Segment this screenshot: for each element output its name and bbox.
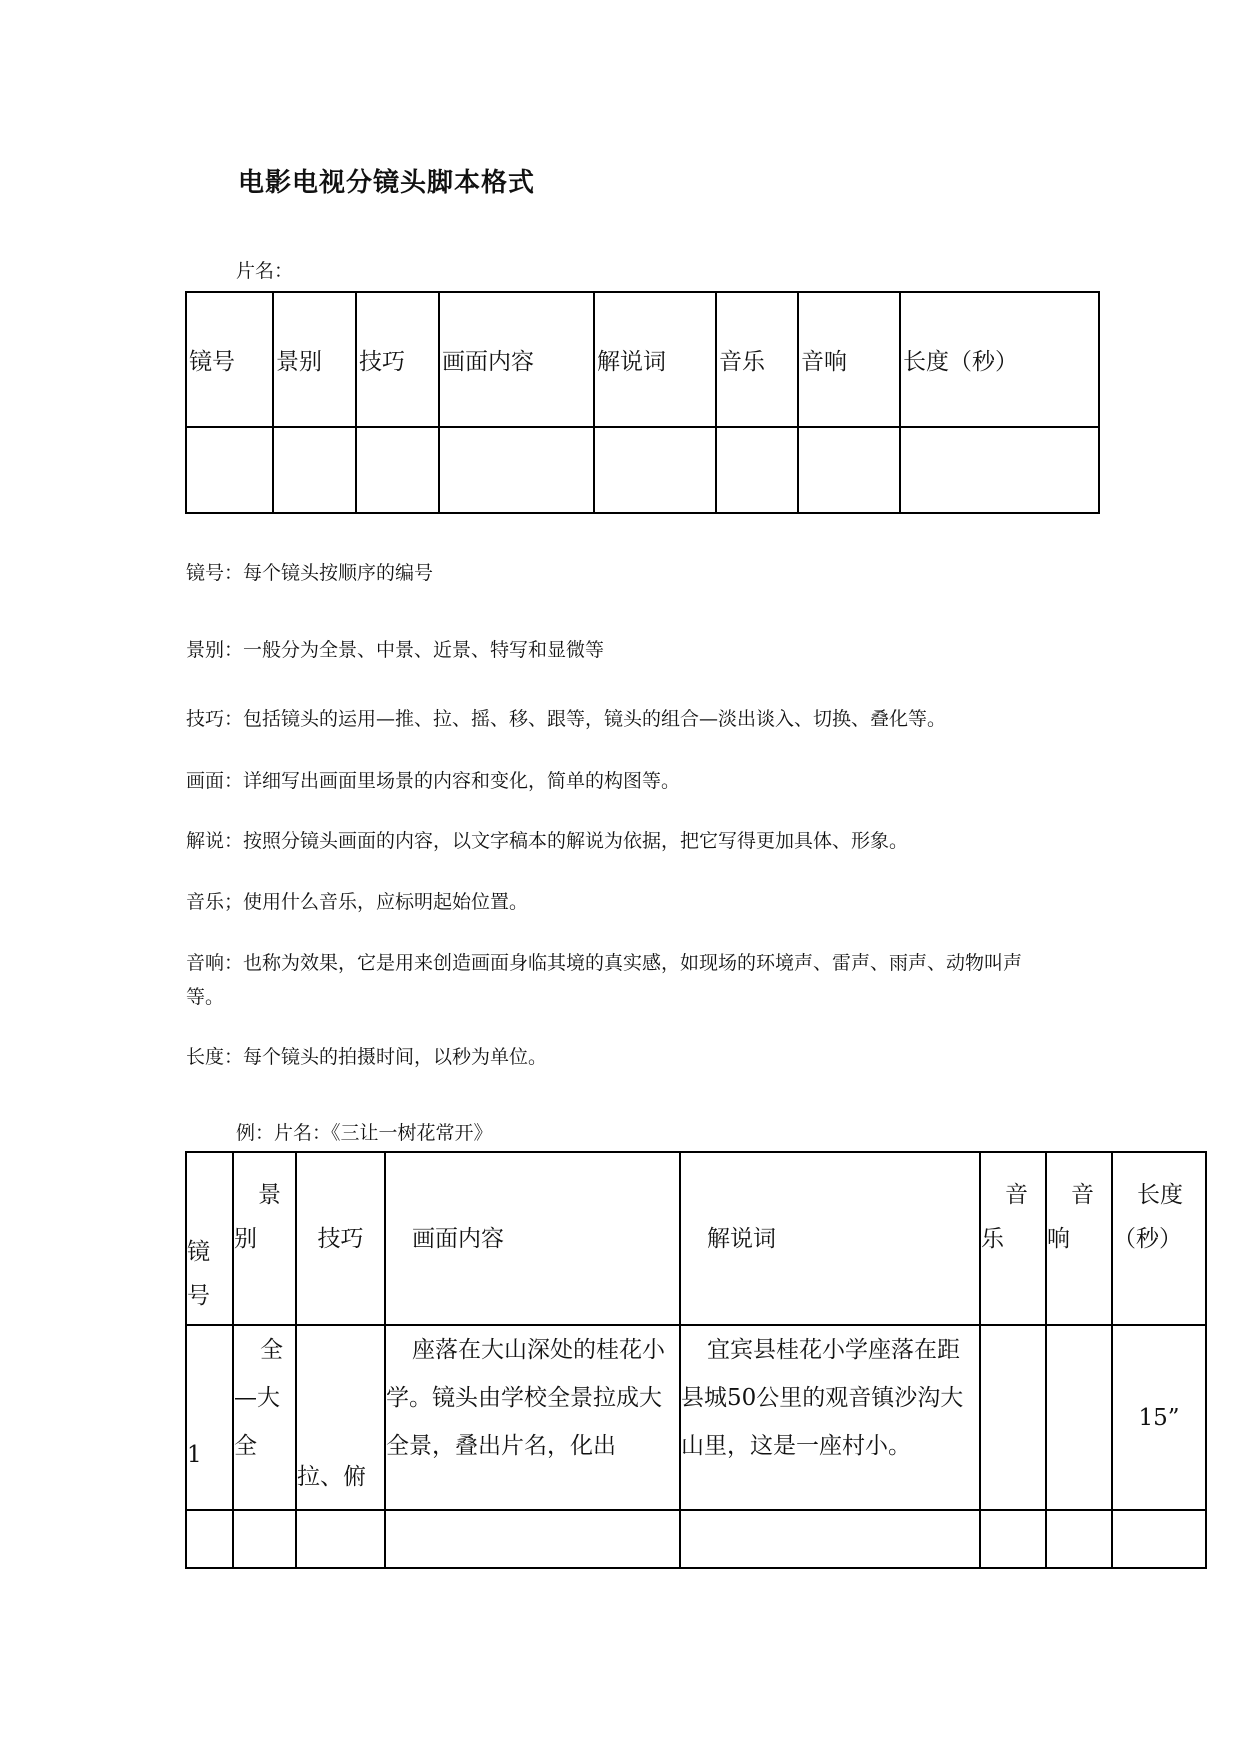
example-header-row bbox=[186, 1152, 1206, 1325]
ex-header-narration: 解说词 bbox=[680, 1152, 980, 1325]
desc-shot-size: 景别：一般分为全景、中景、近景、特写和显微等 bbox=[186, 639, 605, 661]
table-cell bbox=[296, 1510, 385, 1568]
table-cell bbox=[233, 1510, 296, 1568]
ex-cell-shot-size bbox=[233, 1325, 296, 1510]
header-shot-size: 景别 bbox=[273, 292, 356, 427]
example-row-1 bbox=[186, 1325, 1206, 1510]
ex-cell-narration-text: 宜宾县桂花小学座落在距县城50公里的观音镇沙沟大山里，这是一座村小。 bbox=[681, 1337, 964, 1459]
ex-cell-narration bbox=[680, 1325, 980, 1510]
ex-header-content: 画面内容 bbox=[385, 1152, 680, 1325]
header-sound: 音响 bbox=[798, 292, 900, 427]
desc-length: 长度：每个镜头的拍摄时间，以秒为单位。 bbox=[186, 1046, 548, 1068]
table-cell bbox=[594, 427, 716, 513]
ex-cell-content bbox=[385, 1325, 680, 1510]
ex-cell-shot-size-text: 全—大全 bbox=[234, 1337, 283, 1459]
header-music: 音乐 bbox=[716, 292, 798, 427]
table-cell bbox=[439, 427, 594, 513]
header-content: 画面内容 bbox=[439, 292, 594, 427]
ex-header-music bbox=[980, 1152, 1046, 1325]
example-film-label: 例：片名：《三让一树花常开》 bbox=[236, 1122, 493, 1144]
table-cell bbox=[716, 427, 798, 513]
template-header-row bbox=[186, 292, 1099, 427]
table-cell bbox=[273, 427, 356, 513]
table-cell bbox=[186, 427, 273, 513]
ex-cell-technique: 拉、俯 bbox=[296, 1325, 385, 1510]
ex-header-sound bbox=[1046, 1152, 1112, 1325]
header-shot-no: 镜号 bbox=[186, 292, 273, 427]
document-title: 电影电视分镜头脚本格式 bbox=[238, 168, 536, 198]
ex-header-shot-size-text: 景别 bbox=[234, 1182, 281, 1252]
table-cell bbox=[186, 1510, 233, 1568]
desc-narration: 解说：按照分镜头画面的内容，以文字稿本的解说为依据，把它写得更加具体、形象。 bbox=[186, 830, 909, 852]
table-cell bbox=[900, 427, 1099, 513]
ex-header-length-text: 长度（秒） bbox=[1113, 1182, 1183, 1252]
example-empty-row bbox=[186, 1510, 1206, 1568]
header-technique: 技巧 bbox=[356, 292, 439, 427]
ex-header-shot-size bbox=[233, 1152, 296, 1325]
table-cell bbox=[680, 1510, 980, 1568]
ex-header-shot-no-text: 镜号 bbox=[187, 1239, 210, 1309]
desc-sound: 音响：也称为效果，它是用来创造画面身临其境的真实感，如现场的环境声、雷声、雨声、动物叫声等。 bbox=[186, 952, 1023, 1008]
desc-music: 音乐；使用什么音乐，应标明起始位置。 bbox=[186, 891, 529, 913]
header-length: 长度（秒） bbox=[900, 292, 1099, 427]
ex-cell-length: 15” bbox=[1112, 1325, 1206, 1510]
example-table bbox=[185, 1151, 1207, 1569]
table-cell bbox=[980, 1510, 1046, 1568]
desc-technique: 技巧：包括镜头的运用—推、拉、摇、移、跟等，镜头的组合—淡出谈入、切换、叠化等。 bbox=[186, 708, 947, 730]
table-cell bbox=[356, 427, 439, 513]
ex-header-length bbox=[1112, 1152, 1206, 1325]
ex-cell-sound bbox=[1046, 1325, 1112, 1510]
desc-picture: 画面：详细写出画面里场景的内容和变化，简单的构图等。 bbox=[186, 770, 681, 792]
ex-header-shot-no bbox=[186, 1152, 233, 1325]
ex-header-technique: 技巧 bbox=[296, 1152, 385, 1325]
template-empty-row bbox=[186, 427, 1099, 513]
table-cell bbox=[385, 1510, 680, 1568]
ex-cell-shot-no: 1 bbox=[186, 1325, 233, 1510]
ex-cell-music bbox=[980, 1325, 1046, 1510]
desc-shot-no: 镜号：每个镜头按顺序的编号 bbox=[186, 562, 434, 584]
ex-header-sound-text: 音响 bbox=[1047, 1182, 1094, 1252]
ex-header-music-text: 音乐 bbox=[981, 1182, 1028, 1252]
ex-cell-content-text: 座落在大山深处的桂花小学。镜头由学校全景拉成大全景，叠出片名，化出 bbox=[386, 1337, 665, 1459]
table-cell bbox=[1046, 1510, 1112, 1568]
film-name-label: 片名： bbox=[236, 260, 294, 282]
header-narration: 解说词 bbox=[594, 292, 716, 427]
table-cell bbox=[1112, 1510, 1206, 1568]
table-cell bbox=[798, 427, 900, 513]
template-table bbox=[185, 291, 1100, 514]
